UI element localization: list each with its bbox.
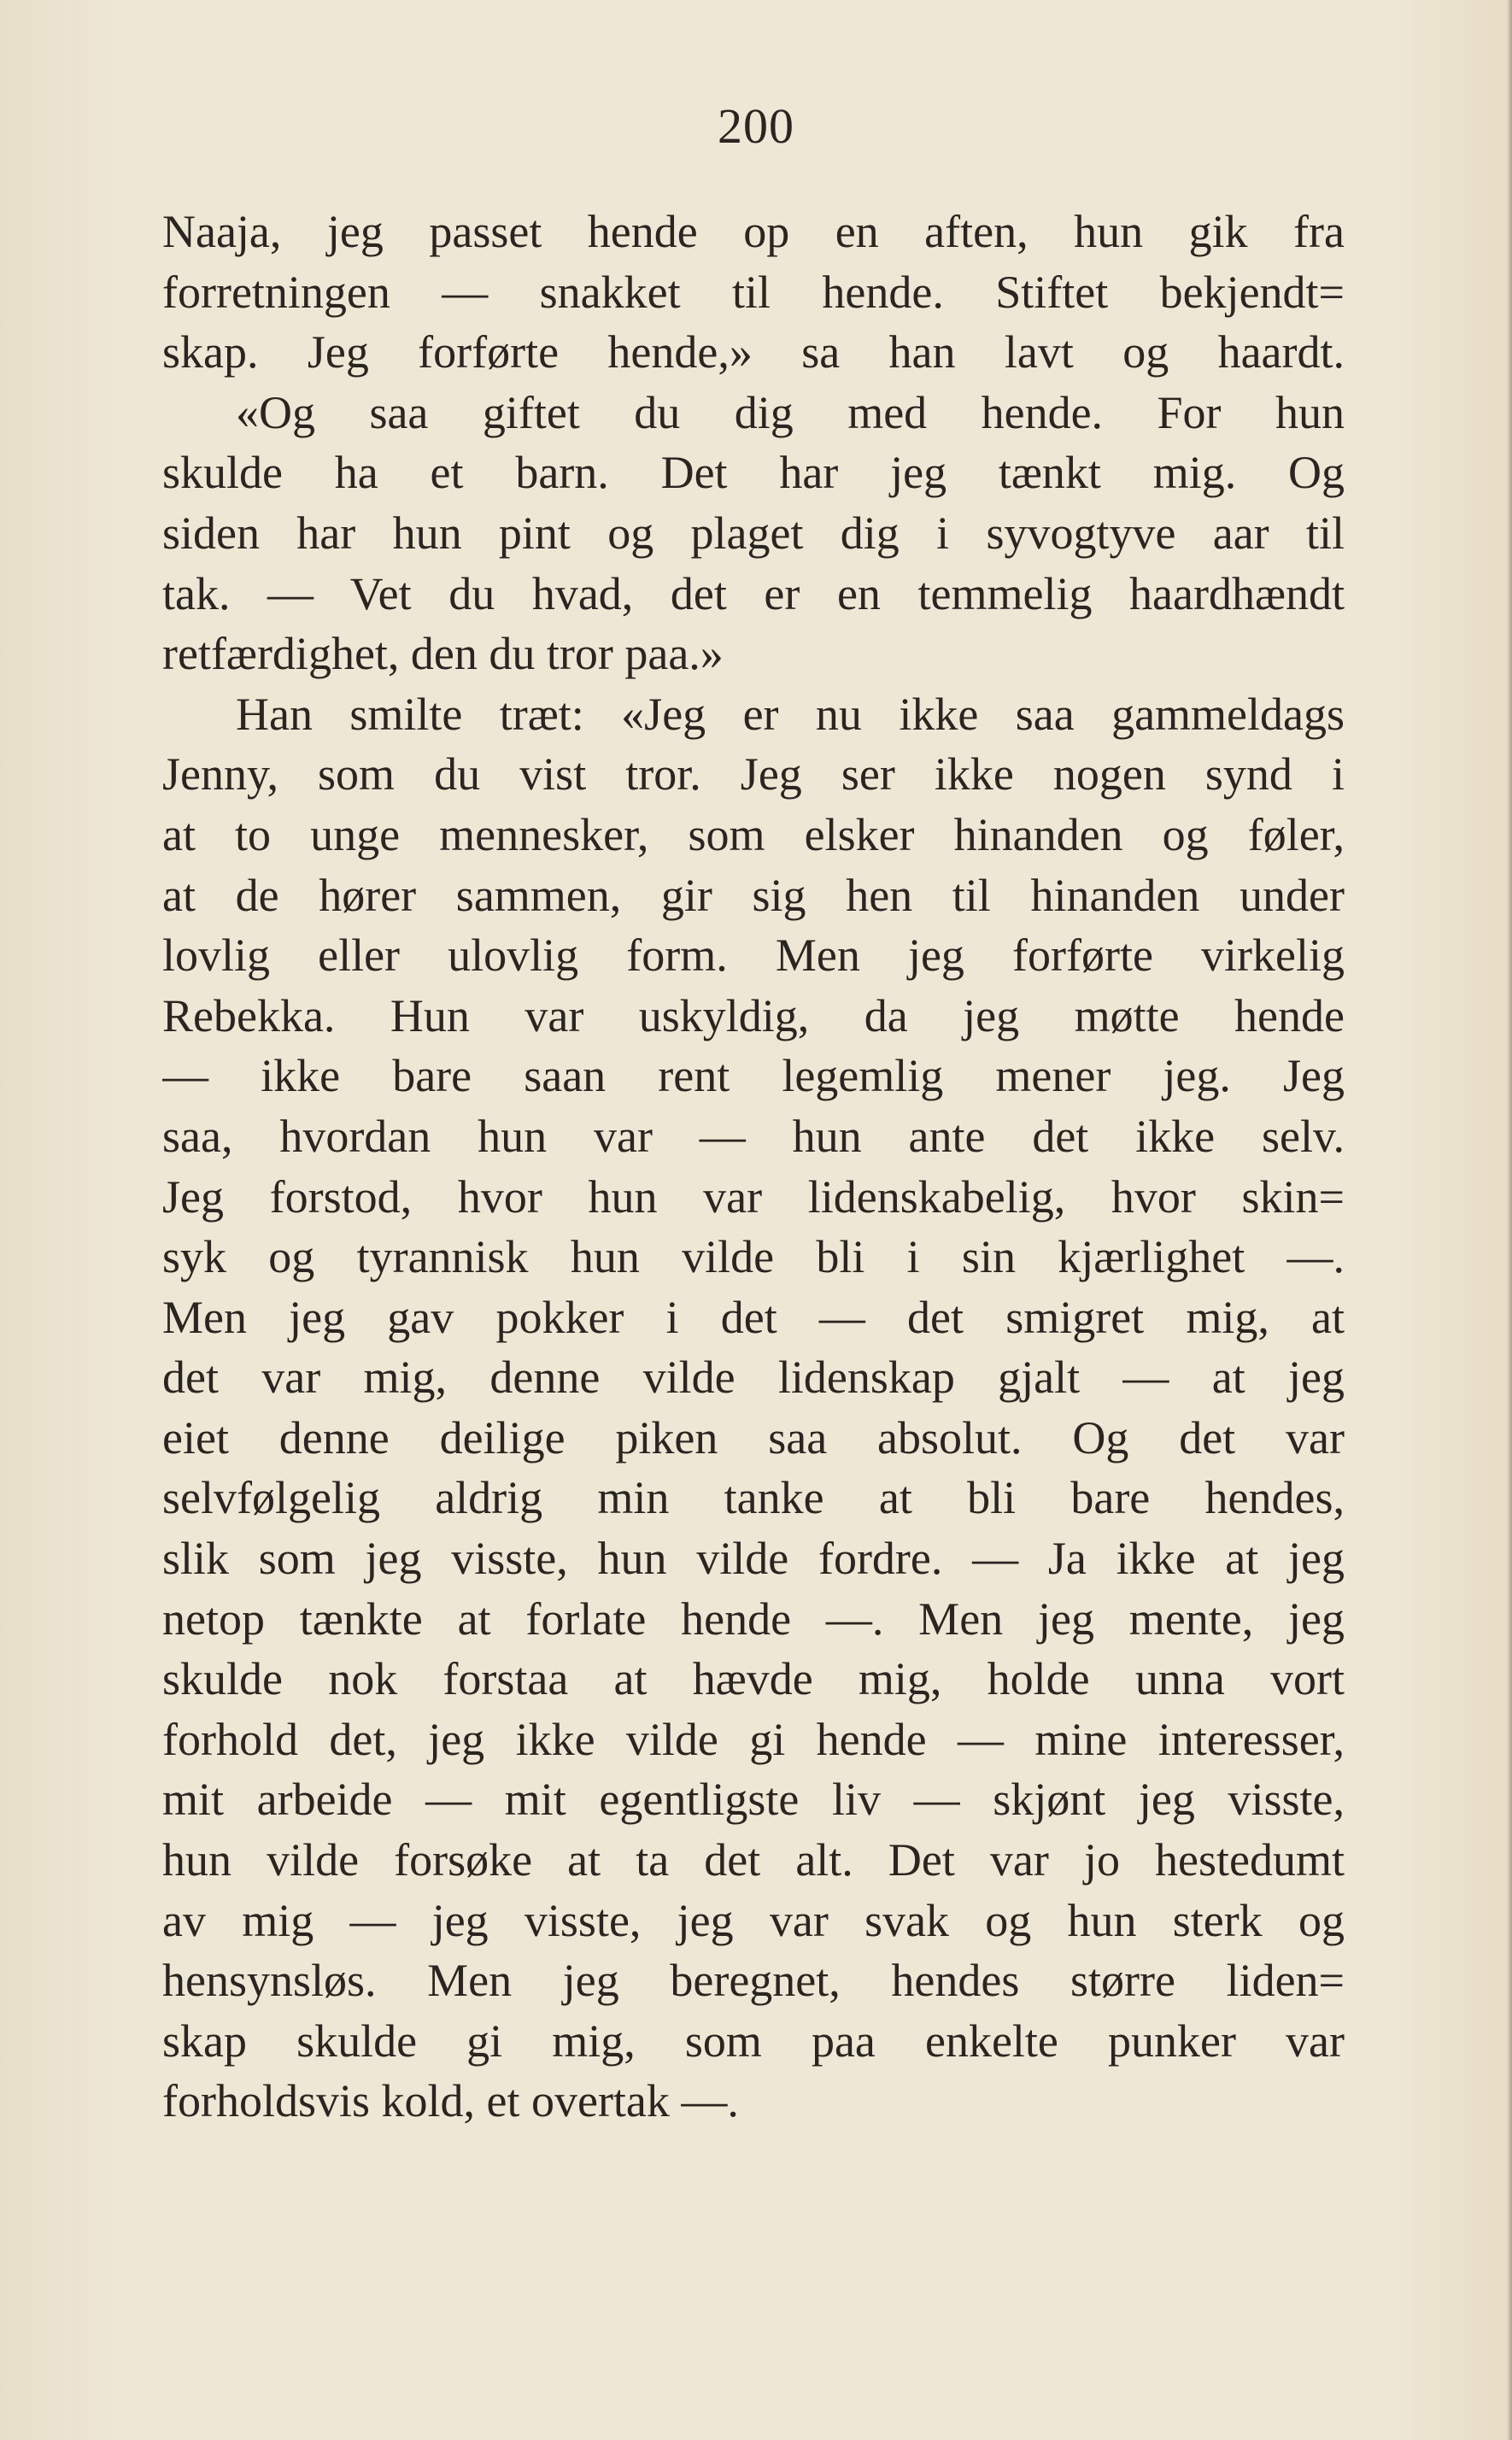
text-line: syk og tyrannisk hun vilde bli i sin kjærlighet —. — [162, 1231, 1345, 1283]
text-line: at to unge mennesker, som elsker hinanden og føler, — [162, 808, 1345, 860]
page-edge-shadow — [1507, 0, 1512, 2440]
text-line: Men jeg gav pokker i det — det smigret mig, at — [162, 1291, 1345, 1343]
text-line: Rebekka. Hun var uskyldig, da jeg møtte hende — [162, 989, 1345, 1041]
text-line: Naaja, jeg passet hende op en aften, hun gik fra — [162, 206, 1345, 257]
text-line: tak. — Vet du hvad, det er en temmelig haardhændt — [162, 567, 1345, 619]
text-line: mit arbeide — mit egentligste liv — skjønt jeg visste, — [162, 1774, 1345, 1826]
text-line: hun vilde forsøke at ta det alt. Det var jo hestedumt — [162, 1834, 1345, 1886]
text-line: Han smilte træt: «Jeg er nu ikke saa gammeldags — [236, 688, 1345, 740]
text-line: forretningen — snakket til hende. Stiftet bekjendt= — [162, 266, 1345, 318]
text-line: at de hører sammen, gir sig hen til hinanden under — [162, 869, 1345, 921]
text-line: forholdsvis kold, et overtak —. — [162, 2075, 739, 2127]
text-line: selvfølgelig aldrig min tanke at bli bare hendes, — [162, 1472, 1345, 1524]
text-line: — ikke bare saan rent legemlig mener jeg. Jeg — [162, 1050, 1345, 1102]
text-line: eiet denne deilige piken saa absolut. Og det var — [162, 1411, 1345, 1463]
text-line: Jeg forstod, hvor hun var lidenskabelig, hvor skin= — [162, 1170, 1345, 1223]
text-line: det var mig, denne vilde lidenskap gjalt — at jeg — [162, 1352, 1345, 1404]
text-line: «Og saa giftet du dig med hende. For hun — [236, 386, 1345, 438]
text-line: skulde ha et barn. Det har jeg tænkt mig. Og — [162, 447, 1345, 499]
text-line: skulde nok forstaa at hævde mig, holde unna vort — [162, 1653, 1345, 1705]
text-line: skap skulde gi mig, som paa enkelte punker var — [162, 2015, 1345, 2067]
text-line: saa, hvordan hun var — hun ante det ikke selv. — [162, 1110, 1345, 1162]
text-line: Jenny, som du vist tror. Jeg ser ikke nogen synd i — [162, 748, 1345, 801]
text-line: skap. Jeg forførte hende,» sa han lavt og haardt. — [162, 326, 1345, 378]
text-line: retfærdighet, den du tror paa.» — [162, 628, 724, 680]
body-text — [162, 202, 1345, 2132]
text-line: netop tænkte at forlate hende —. Men jeg mente, jeg — [162, 1592, 1345, 1645]
text-line: forhold det, jeg ikke vilde gi hende — mine interesser, — [162, 1713, 1345, 1765]
text-line: siden har hun pint og plaget dig i syvogtyve aar til — [162, 507, 1345, 559]
text-line: slik som jeg visste, hun vilde fordre. — Ja ikke at jeg — [162, 1533, 1345, 1585]
text-line: av mig — jeg visste, jeg var svak og hun sterk og — [162, 1894, 1345, 1946]
page-number: 200 — [718, 98, 794, 154]
text-line: lovlig eller ulovlig form. Men jeg forførte virkelig — [162, 930, 1345, 982]
text-line: hensynsløs. Men jeg beregnet, hendes større liden= — [162, 1955, 1345, 2007]
